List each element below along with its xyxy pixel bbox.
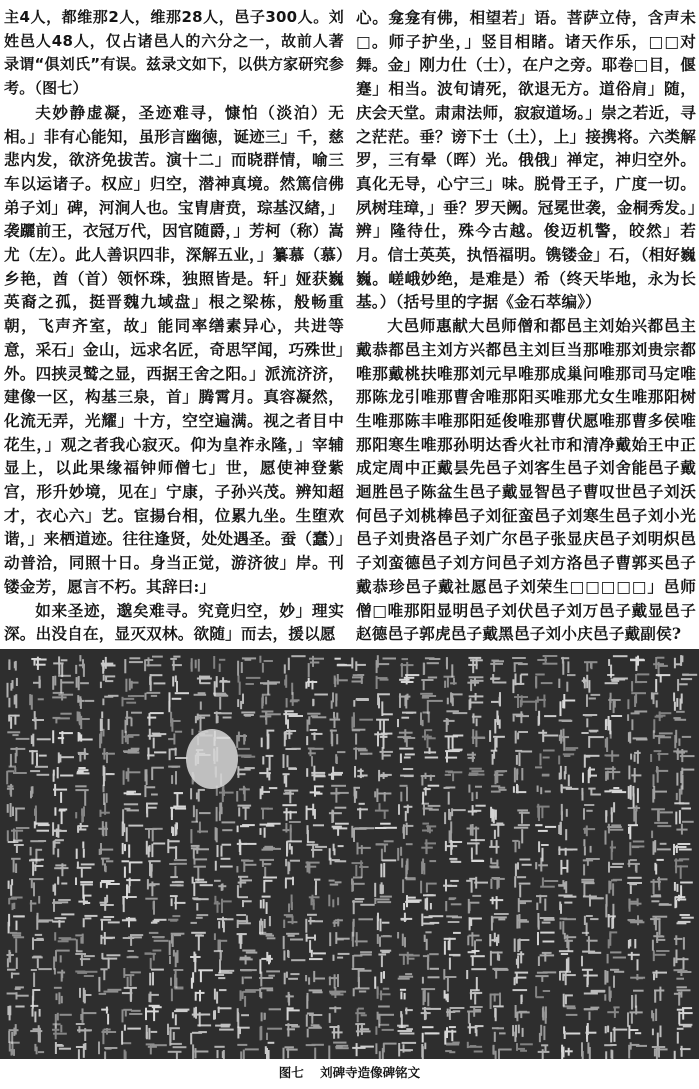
- figure-caption: [0, 1063, 699, 1081]
- figure-caption-label: 图七: [278, 1065, 304, 1080]
- left-text-column: [4, 6, 344, 646]
- donor-names-paragraph: 大邑师惠献大邑师僧和都邑主刘始兴都邑主戴恭都邑主刘方兴都邑主刘巨当那唯那刘贵宗都唯那戴桃扶唯那刘元早唯那成巢问唯那司马定唯那陈龙引唯那曹舍唯那阳买唯那尤女生唯那阳树生唯那陈丰唯那阳延俊唯那曹伏愿唯那曹多侯唯那阳寒生唯那孙明达香火社市和清净戴始王中正成定周中正戴昙先邑子刘客生邑子刘舍能邑子戴迴胜邑子陈盆生邑子戴显智邑子曹叹世邑子刘沃何邑子刘桃棒邑子刘征蛮邑子刘寒生邑子刘小光邑子刘贵洛邑子刘广尔邑子张显庆邑子刘明炽邑子刘蛮德邑子刘方问邑子刘方洛邑子曹郭买邑子戴恭珍邑子戴社愿邑子刘荣生□□□□□」邑师僧□唯那阳显明邑子刘伏邑子刘万邑子戴显邑子赵德邑子郭虎邑子戴黑邑子刘小庆邑子戴副侯?: [356, 316, 696, 644]
- right-text-column: [356, 6, 696, 646]
- stele-rubbing-image: [0, 649, 699, 1059]
- intro-paragraph: 主4人，都维那2人，维那28人，邑子300人。刘姓邑人48人，仅占诸邑人的六分之一，故前人著录谓“俱刘氏”有误。兹录文如下，以供方家研究参考。（图七）: [4, 8, 344, 98]
- figure-caption-title: 刘碑寺造像碑铭文: [320, 1065, 421, 1080]
- inscription-paragraph: 夫妙静虚凝，圣迹难寻，慷怕（淡泊）无相。」非有心能知，虽形言幽徳，诞迹三」千，慈悲内发，欲济免拔苦。演十二」而晓群情，喻三车以运诸子。权应」归空，潜神真境。然篤信佛弟子刘」碑，河涧人也。宝胄唐贲，琮基汉緖，」袭躧前王，衣冠万代，因官随爵，」芳柯（称）嵩尤（左）。此人善识四非，深解五业，」纂慕（慕）乡艳，酋（首）领怀珠，独照皆是。轩」娅获巍英裔之孤，挺晋魏九域盘」根之梁栋，般畅重朝，飞声齐室，故」能同率缮素异心，共进等意，采石」金山，远求名匠，奇思罕闻，巧殊世」外。四挟灵鹫之显，西据王舍之阳。」派流济济，建像一区，构基三泉，首」腾霄月。真容凝然，化流无弄，光耀」十方，空空遍满。视之者目中花生，」观之者我心寂灭。仰为皇祚永隆，」宰辅显上，以此果缘福钟师僧七」世，愿使神登紫宫，形升妙境，见在」宁康，子孙兴茂。辨知超才，衣心六」艺。宦揚台相，位累九坐。生堕欢谐，」来栖道迹。往往逢贤，处处遇圣。蚕（蠢）」动普洽，同照十日。身当正觉，游济彼」岸。刊镂金芳，愿言不朽。其辞曰:」: [4, 102, 344, 596]
- verse-paragraph: 如来圣迹，邈矣难寻。究竟归空，妙」理实深。出没自在，显灭双林。欲随」而去，援以愿: [4, 600, 344, 644]
- verse-continuation-paragraph: 心。龛龛有佛，相望若」语。菩萨立侍，含声未□。师子护坐，」竖目相睹。诸天作乐，□□对舞。金」刚力仕（士），在户之旁。耶卷□目，偃蹇」相当。波旬请死，欲退无方。道俗肩」随，庆会天堂。肃肃法师，寂寂道场。」崇之若近，寻之茫茫。垂？谤下士（土），上」接携将。六类解罗，三有晕（晖）光。俄俄」禅定，神归空外。真化无导，心宁三」味。脱骨王子，广度一切。夙树珪璋，」垂？罗天阙。冠冕世袭，金桐秀发。」辨」隆待仕，殊今古越。俊迈机警，皎然」若月。信士英英，执悟福明。镌镂金」石，（相好巍巍。嵯峨妙绝，是难是）希（终天毕地，永为长基。）（括号里的字据《金石萃编》）: [356, 8, 696, 312]
